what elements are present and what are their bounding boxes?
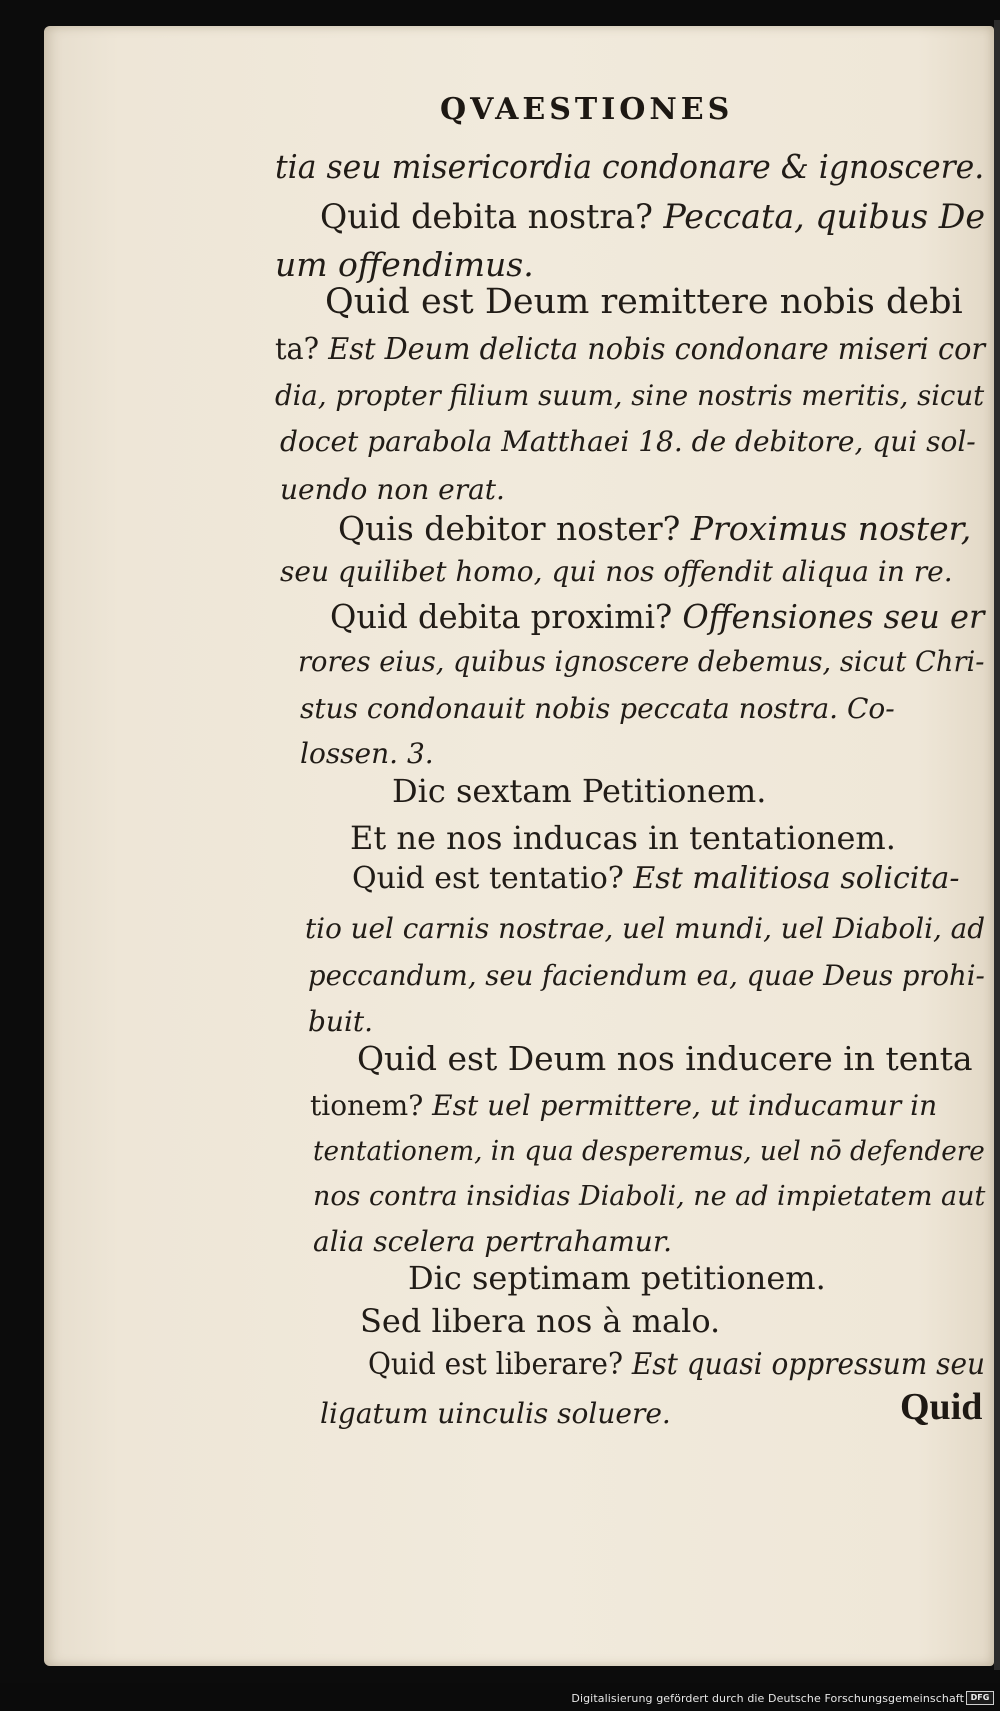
- italic-text: ligatum uinculis soluere.: [320, 1397, 671, 1430]
- roman-text: Sed libera nos à malo.: [360, 1302, 721, 1340]
- text-line-1: [275, 147, 985, 186]
- text-line-21: [357, 1039, 973, 1078]
- roman-text: Et ne nos inducas in tentationem.: [350, 819, 896, 857]
- running-head: QVAESTIONES: [440, 92, 734, 127]
- italic-text: Proximus noster,: [690, 509, 972, 548]
- italic-text: Peccata, quibus De: [663, 197, 986, 237]
- catchword: Quid: [900, 1386, 983, 1428]
- text-line-10: [280, 555, 953, 588]
- page-edge: [994, 20, 1000, 1670]
- text-line-7: [280, 425, 976, 458]
- text-line-9: [338, 509, 972, 548]
- italic-text: docet parabola Matthaei 18. de debitore, qui sol-: [280, 425, 976, 458]
- italic-text: um offendimus.: [275, 245, 534, 284]
- text-line-4: [325, 282, 963, 322]
- roman-text: Quid debita proximi?: [330, 597, 683, 636]
- italic-text: rores eius, quibus ignoscere debemus, sicut Chri-: [298, 645, 985, 678]
- italic-text: Offensiones seu er: [682, 597, 985, 636]
- text-line-5: [275, 332, 986, 367]
- text-line-25: [313, 1225, 673, 1258]
- footer-credit: Digitalisierung gefördert durch die Deutsche Forschungsgemeinschaft: [571, 1692, 964, 1705]
- roman-text: Dic septimam petitionem.: [408, 1259, 826, 1297]
- italic-text: stus condonauit nobis peccata nostra. Co-: [300, 692, 895, 725]
- roman-text: Quid est Deum nos inducere in tenta: [357, 1039, 973, 1078]
- text-line-8: [280, 473, 505, 506]
- roman-text: Quid est tentatio?: [352, 861, 634, 896]
- text-line-20: [308, 1005, 374, 1038]
- text-line-22: [310, 1089, 938, 1122]
- text-line-6: [275, 379, 985, 412]
- text-line-26: [408, 1259, 826, 1297]
- italic-text: tentationem, in qua desperemus, uel nō defendere: [313, 1136, 985, 1167]
- text-line-19: [308, 959, 985, 992]
- text-line-16: [350, 819, 896, 857]
- text-line-29: [320, 1397, 671, 1430]
- footer-bar: [0, 1683, 1000, 1711]
- italic-text: Est uel permittere, ut inducamur in: [432, 1089, 938, 1122]
- italic-text: Est quasi oppressum seu: [631, 1347, 986, 1382]
- text-line-3: [275, 245, 534, 284]
- italic-text: Est malitiosa solicita-: [633, 861, 960, 896]
- text-line-17: [352, 861, 960, 896]
- roman-text: Quis debitor noster?: [338, 509, 691, 548]
- text-line-24: [313, 1183, 985, 1210]
- roman-text: Quid est Deum remittere nobis debi: [325, 282, 963, 322]
- italic-text: alia scelera pertrahamur.: [313, 1225, 673, 1258]
- italic-text: nos contra insidias Diaboli, ne ad impietatem aut: [313, 1181, 986, 1212]
- roman-text: tionem?: [310, 1089, 433, 1122]
- italic-text: dia, propter filium suum, sine nostris meritis, sicut: [275, 379, 985, 412]
- italic-text: tio uel carnis nostrae, uel mundi, uel Diaboli, ad: [305, 912, 986, 945]
- text-line-15: [392, 772, 767, 810]
- italic-text: Est Deum delicta nobis condonare miseri cor: [328, 332, 986, 367]
- italic-text: seu quilibet homo, qui nos offendit aliqua in re.: [280, 555, 953, 588]
- italic-text: lossen. 3.: [300, 737, 434, 770]
- text-line-18: [305, 912, 986, 945]
- text-line-27: [360, 1302, 721, 1340]
- dfg-logo-icon: DFG: [966, 1691, 994, 1705]
- text-line-28: [368, 1347, 986, 1382]
- roman-text: Quid est liberare?: [368, 1347, 632, 1382]
- text-line-23: [313, 1138, 985, 1165]
- text-line-14: [300, 737, 434, 770]
- text-line-13: [300, 692, 895, 725]
- italic-text: buit.: [308, 1005, 374, 1038]
- roman-text: Dic sextam Petitionem.: [392, 772, 767, 810]
- roman-text: Quid debita nostra?: [320, 197, 664, 237]
- italic-text: tia seu misericordia condonare & ignoscere.: [275, 147, 985, 186]
- italic-text: uendo non erat.: [280, 473, 505, 506]
- text-line-11: [330, 597, 985, 636]
- text-line-12: [298, 645, 985, 678]
- text-line-2: [320, 197, 986, 237]
- roman-text: ta?: [275, 332, 329, 367]
- italic-text: peccandum, seu faciendum ea, quae Deus prohi-: [308, 959, 985, 992]
